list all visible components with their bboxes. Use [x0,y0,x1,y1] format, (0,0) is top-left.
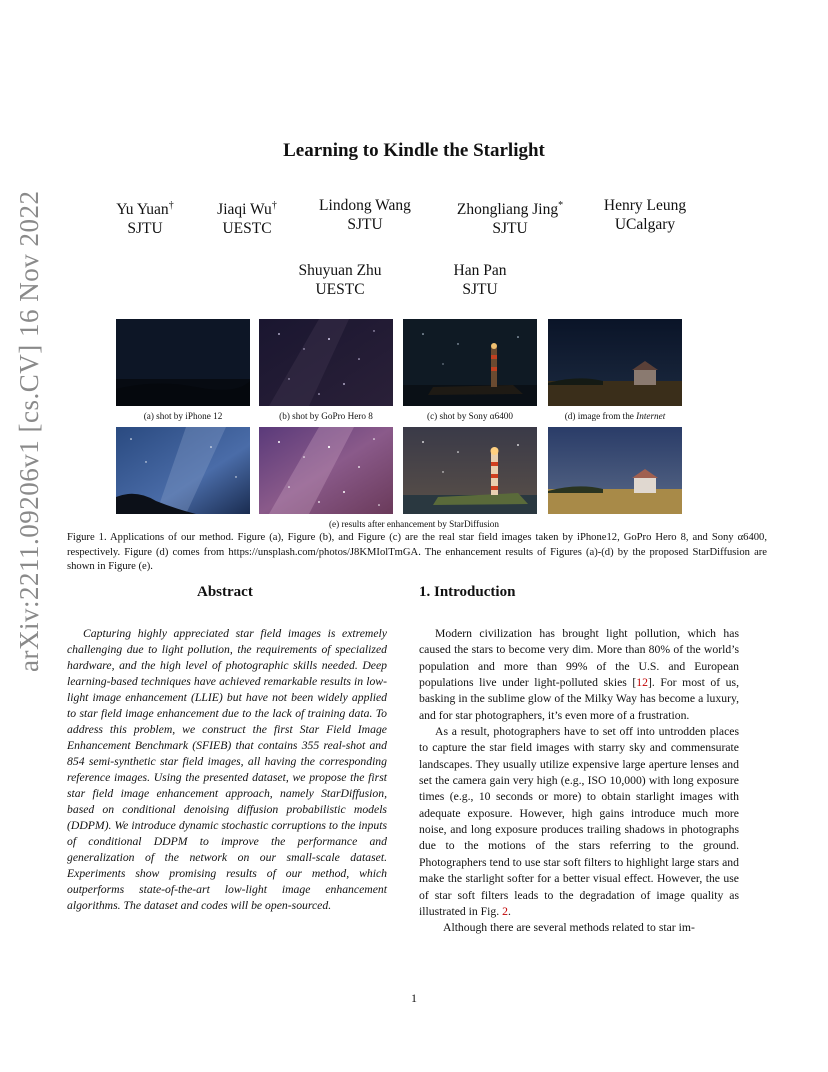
image-c-sony [403,319,537,406]
introduction-heading: 1. Introduction [419,584,516,600]
image-e-enhanced-d [548,427,682,514]
image-e-enhanced-a [116,427,250,514]
author-lindong-wang: Lindong Wang SJTU [319,197,411,233]
subcaption-b: (b) shot by GoPro Hero 8 [279,411,373,421]
author-han-pan: Han Pan SJTU [453,262,507,298]
subcaption-d: (d) image from the Internet [564,411,666,421]
subcaption-a: (a) shot by iPhone 12 [143,411,223,421]
citation-link[interactable]: 12 [636,676,648,690]
image-a-iphone [116,319,250,406]
intro-paragraph-1: Modern civilization has brought light pollution, which has caused the stars to become very dim. More than 80% of the world’s population and more than 99% of the U.S. and European populations live under light-polluted skies [12]. For most of us, basking in the sublime glow of the Milky Way has become a luxury, and for star photographers, it’s even more of a frustration. [419,627,739,722]
arxiv-identifier: arXiv:2211.09206v1 [cs.CV] 16 Nov 2022 [14,190,44,672]
subcaption-e: (e) results after enhancement by StarDiffusion [329,519,499,529]
intro-paragraph-3: Although there are several methods related to star im- [443,921,695,935]
author-jiaqi-wu: Jiaqi Wu† UESTC [217,200,277,238]
figure-caption: Figure 1. Applications of our method. Figure (a), Figure (b), and Figure (c) are the real star field images taken by iPhone12, GoPro Hero 8, and Sony α6400, respectively. Figure (d) comes from https://unsplash.com/photos/J8KMIolTmGA. The enhancement results of Figures (a)-(d) by the proposed StarDiffusion are shown in Figure (e). [67,532,767,572]
author-zhongliang-jing: Zhongliang Jing* SJTU [456,200,564,238]
abstract-heading: Abstract [197,584,253,600]
image-e-enhanced-c [403,427,537,514]
image-b-gopro [259,319,393,406]
subcaption-c: (c) shot by Sony α6400 [427,411,513,421]
intro-paragraph-2: As a result, photographers have to set off into untrodden places to capture the star field images with starry sky and commensurate landscapes. They usually utilize expensive large aperture lenses and set the camera gain very high (e.g., ISO 10,000) with long exposure times (e.g., 10 seconds or more) to obtain starlight images with adequate exposure. However, high gains introduce much more noise, and long exposure produces trailing shadows in photographs due to the motions of the stars referring to the ground. Photographers tend to use star soft filters to highlight large stars and make the starlight softer for a better visual effect. However, the use of star soft filters leads to the degradation of image quality as illustrated in Fig. 2. [419,725,739,918]
page-number: 1 [411,991,417,1005]
author-shuyuan-zhu: Shuyuan Zhu UESTC [298,262,382,298]
author-henry-leung: Henry Leung UCalgary [603,197,687,233]
image-e-enhanced-b [259,427,393,514]
paper-title: Learning to Kindle the Starlight [283,140,545,161]
image-d-internet [548,319,682,406]
figure-reference-link[interactable]: 2 [502,904,508,918]
introduction-body [419,626,739,937]
abstract-text: Capturing highly appreciated star field images is extremely challenging due to light pollution, the requirements of specialized hardware, and the high level of photographic skills needed. Deep learning-based techniques have achieved remarkable results in low-light image enhancement (LLIE) but have not been widely applied to star field image enhancement due to the lack of training data. To address this problem, we construct the first Star Field Image Enhancement Benchmark (SFIEB) that contains 355 real-shot and 854 semi-synthetic star field images, all having the corresponding reference images. Using the presented dataset, we propose the first star field image enhancement approach, namely StarDiffusion, based on conditional denoising diffusion probabilistic models (DDPM). We introduce dynamic stochastic corruptions to the inputs of conditional DDPM to improve the performance and generalization of the network on our small-scale dataset. Experiments show promising results of our method, which outperforms state-of-the-art low-light image enhancement algorithms. The dataset and codes will be open-sourced. [67,627,387,912]
author-yu-yuan: Yu Yuan† SJTU [116,200,174,238]
